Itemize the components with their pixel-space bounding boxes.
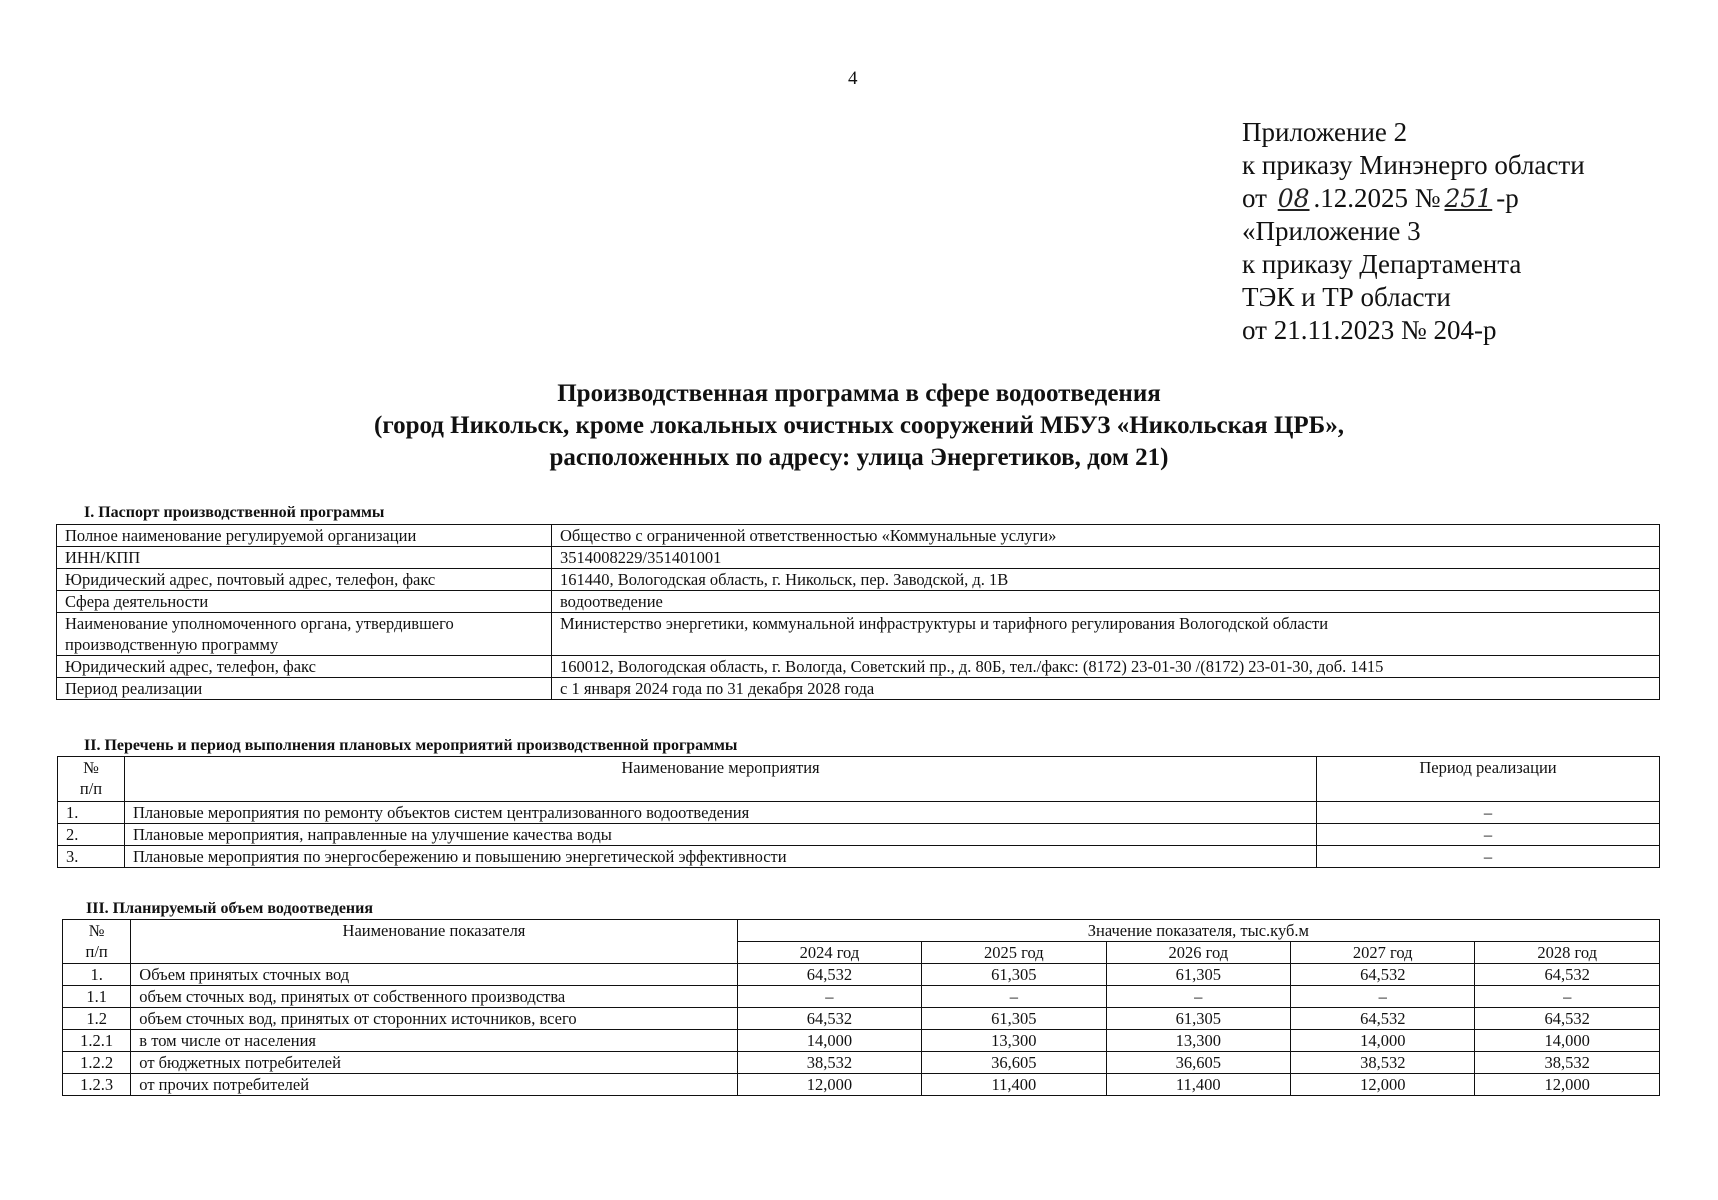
cell-num: 2.	[58, 824, 125, 846]
passport-key: ИНН/КПП	[57, 547, 552, 569]
cell-value: 61,305	[1106, 1008, 1290, 1030]
cell-value: –	[1475, 986, 1660, 1008]
passport-key-line: производственную программу	[65, 635, 279, 654]
cell-num: 1.	[58, 802, 125, 824]
cell-value: –	[737, 986, 921, 1008]
cell-value: 38,532	[1475, 1052, 1660, 1074]
cell-num: 1.2.1	[63, 1030, 131, 1052]
passport-key-line: Наименование уполномоченного органа, утвердившего	[65, 614, 454, 633]
appendix-line: от 21.11.2023 № 204-р	[1242, 315, 1497, 345]
table-row	[57, 569, 1660, 591]
table-row	[57, 525, 1660, 547]
cell-value: 38,532	[737, 1052, 921, 1074]
cell-period: –	[1317, 824, 1660, 846]
passport-key: Юридический адрес, почтовый адрес, телефон, факс	[57, 569, 552, 591]
appendix-line: к приказу Департамента	[1242, 249, 1522, 279]
cell-num: 1.1	[63, 986, 131, 1008]
appendix-line: к приказу Минэнерго области	[1242, 150, 1585, 180]
table-row	[63, 986, 1660, 1008]
cell-name: Плановые мероприятия по ремонту объектов систем централизованного водоотведения	[125, 802, 1317, 824]
column-header-name: Наименование показателя	[131, 920, 737, 964]
cell-value: 14,000	[1291, 1030, 1475, 1052]
passport-value: водоотведение	[552, 591, 1660, 613]
cell-value: 38,532	[1291, 1052, 1475, 1074]
handwritten-day: 08	[1277, 184, 1310, 213]
section3-heading: III. Планируемый объем водоотведения	[86, 900, 374, 917]
column-header-group: Значение показателя, тыс.куб.м	[737, 920, 1659, 942]
passport-key: Период реализации	[57, 678, 552, 700]
column-header-num	[63, 920, 131, 964]
document-title	[0, 378, 1718, 474]
cell-value: 64,532	[737, 964, 921, 986]
cell-value: 64,532	[1291, 1008, 1475, 1030]
cell-period: –	[1317, 802, 1660, 824]
table-row	[57, 613, 1660, 656]
passport-value: Общество с ограниченной ответственностью «Коммунальные услуги»	[552, 525, 1660, 547]
cell-value: –	[1106, 986, 1290, 1008]
cell-value: –	[922, 986, 1106, 1008]
cell-name: объем сточных вод, принятых от сторонних источников, всего	[131, 1008, 737, 1030]
column-header-num	[58, 757, 125, 802]
passport-value: 3514008229/351401001	[552, 547, 1660, 569]
cell-num: 1.	[63, 964, 131, 986]
passport-value: 160012, Вологодская область, г. Вологда, Советский пр., д. 80Б, тел./факс: (8172) 23-01-30 /(8172) 23-01-30, доб. 1415	[552, 656, 1660, 678]
table-row	[63, 1008, 1660, 1030]
passport-table	[56, 524, 1660, 700]
cell-value: 64,532	[1475, 964, 1660, 986]
cell-value: 12,000	[1475, 1074, 1660, 1096]
appendix-line: Приложение 2	[1242, 117, 1408, 147]
table-row	[63, 1074, 1660, 1096]
header-line: п/п	[85, 942, 108, 961]
title-line: Производственная программа в сфере водоотведения	[557, 380, 1161, 407]
table-row	[58, 802, 1660, 824]
cell-num: 1.2.2	[63, 1052, 131, 1074]
cell-value: 64,532	[1291, 964, 1475, 986]
cell-value: 64,532	[1475, 1008, 1660, 1030]
appendix-line: ТЭК и ТР области	[1242, 282, 1451, 312]
cell-value: 13,300	[922, 1030, 1106, 1052]
table-header-row	[58, 757, 1660, 802]
cell-name: Плановые мероприятия, направленные на улучшение качества воды	[125, 824, 1317, 846]
cell-value: 61,305	[922, 964, 1106, 986]
passport-key: Полное наименование регулируемой организации	[57, 525, 552, 547]
cell-num: 3.	[58, 846, 125, 868]
activities-table	[57, 756, 1660, 868]
passport-value: Министерство энергетики, коммунальной инфраструктуры и тарифного регулирования Вологодской области	[552, 613, 1660, 656]
title-line: расположенных по адресу: улица Энергетиков, дом 21)	[549, 444, 1169, 471]
column-header-year: 2025 год	[922, 942, 1106, 964]
table-row	[57, 656, 1660, 678]
appendix-header	[1242, 116, 1585, 347]
cell-value: –	[1291, 986, 1475, 1008]
cell-value: 14,000	[737, 1030, 921, 1052]
appendix-date-line	[1242, 182, 1585, 215]
passport-value: 161440, Вологодская область, г. Никольск, пер. Заводской, д. 1В	[552, 569, 1660, 591]
column-header-year: 2024 год	[737, 942, 921, 964]
column-header-year: 2026 год	[1106, 942, 1290, 964]
table-row	[58, 846, 1660, 868]
table-row	[57, 591, 1660, 613]
table-row	[58, 824, 1660, 846]
cell-value: 14,000	[1475, 1030, 1660, 1052]
title-line: (город Никольск, кроме локальных очистных сооружений МБУЗ «Никольская ЦРБ»,	[374, 412, 1344, 439]
cell-value: 12,000	[1291, 1074, 1475, 1096]
header-line: п/п	[79, 779, 103, 798]
handwritten-number: 251	[1444, 184, 1493, 213]
appendix-suffix: -р	[1496, 183, 1519, 213]
cell-value: 36,605	[922, 1052, 1106, 1074]
cell-num: 1.2.3	[63, 1074, 131, 1096]
appendix-line: «Приложение 3	[1242, 216, 1421, 246]
column-header-name: Наименование мероприятия	[125, 757, 1317, 802]
header-line: №	[88, 921, 105, 940]
cell-value: 11,400	[1106, 1074, 1290, 1096]
cell-num: 1.2	[63, 1008, 131, 1030]
table-row	[63, 1052, 1660, 1074]
cell-name: от бюджетных потребителей	[131, 1052, 737, 1074]
appendix-from: от	[1242, 183, 1267, 213]
cell-value: 12,000	[737, 1074, 921, 1096]
table-header-row	[63, 920, 1660, 942]
cell-name: Плановые мероприятия по энергосбережению и повышению энергетической эффективности	[125, 846, 1317, 868]
passport-key: Юридический адрес, телефон, факс	[57, 656, 552, 678]
passport-value: с 1 января 2024 года по 31 декабря 2028 года	[552, 678, 1660, 700]
section1-heading: I. Паспорт производственной программы	[84, 504, 385, 521]
table-row	[63, 1030, 1660, 1052]
table-row	[63, 964, 1660, 986]
cell-name: Объем принятых сточных вод	[131, 964, 737, 986]
cell-name: объем сточных вод, принятых от собственного производства	[131, 986, 737, 1008]
cell-value: 13,300	[1106, 1030, 1290, 1052]
appendix-date-middle: .12.2025 №	[1313, 183, 1441, 213]
column-header-year: 2027 год	[1291, 942, 1475, 964]
cell-name: от прочих потребителей	[131, 1074, 737, 1096]
cell-value: 61,305	[922, 1008, 1106, 1030]
cell-value: 61,305	[1106, 964, 1290, 986]
table-row	[57, 547, 1660, 569]
cell-value: 11,400	[922, 1074, 1106, 1096]
cell-value: 36,605	[1106, 1052, 1290, 1074]
passport-key	[57, 613, 552, 656]
cell-period: –	[1317, 846, 1660, 868]
column-header-year: 2028 год	[1475, 942, 1660, 964]
cell-name: в том числе от населения	[131, 1030, 737, 1052]
column-header-period: Период реализации	[1317, 757, 1660, 802]
section2-heading: II. Перечень и период выполнения плановых мероприятий производственной программы	[84, 737, 738, 754]
cell-value: 64,532	[737, 1008, 921, 1030]
volume-table	[62, 919, 1660, 1096]
header-line: №	[83, 758, 99, 777]
table-row	[57, 678, 1660, 700]
passport-key: Сфера деятельности	[57, 591, 552, 613]
page-number: 4	[848, 68, 858, 89]
